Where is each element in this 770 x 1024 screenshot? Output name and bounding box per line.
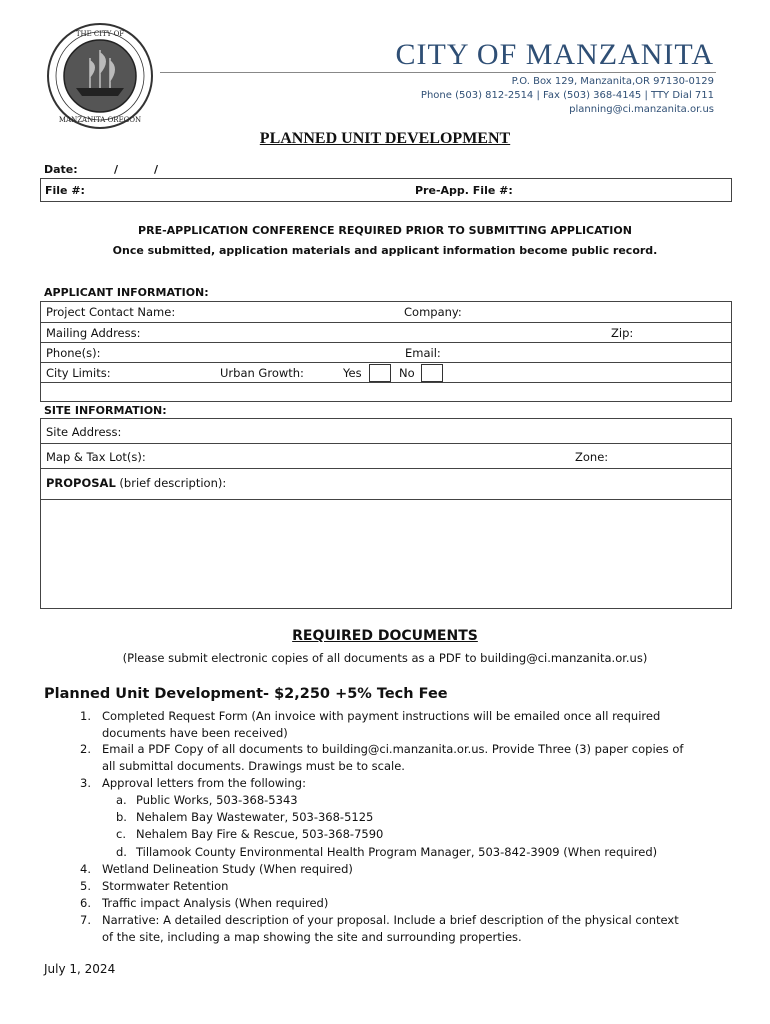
mailing-address-label: Mailing Address: <box>46 326 141 340</box>
date-separator-2: / <box>154 163 159 176</box>
list-item: Email a PDF Copy of all documents to building@ci.manzanita.or.us. Provide Three (3) paper copies of <box>102 742 684 756</box>
list-item-number: 5. <box>80 879 91 893</box>
required-docs-note: (Please submit electronic copies of all documents as a PDF to building@ci.manzanita.or.us) <box>122 651 648 665</box>
yes-checkbox[interactable] <box>369 364 391 382</box>
list-item-number: 2. <box>80 742 91 756</box>
file-number-box[interactable] <box>40 178 732 202</box>
preapp-notice: PRE-APPLICATION CONFERENCE REQUIRED PRIOR TO SUBMITTING APPLICATION <box>138 224 632 237</box>
list-item: Approval letters from the following: <box>102 776 306 790</box>
list-item: Traffic impact Analysis (When required) <box>102 896 329 910</box>
sub-list-item: Tillamook County Environmental Health Program Manager, 503-842-3909 (When required) <box>136 845 658 859</box>
city-limits-label: City Limits: <box>46 366 111 380</box>
sub-item-letter: a. <box>116 793 127 807</box>
sub-item-letter: b. <box>116 810 127 824</box>
zip-label: Zip: <box>611 326 634 340</box>
yes-label: Yes <box>343 366 362 380</box>
company-label: Company: <box>404 305 462 319</box>
city-name: CITY OF MANZANITA <box>395 38 714 71</box>
public-record-notice: Once submitted, application materials and applicant information become public record. <box>112 244 658 257</box>
city-email: planning@ci.manzanita.or.us <box>569 104 714 115</box>
city-seal-logo <box>46 22 154 130</box>
page-title: PLANNED UNIT DEVELOPMENT <box>259 130 511 147</box>
date-label: Date: <box>44 163 78 176</box>
list-item: Wetland Delineation Study (When required) <box>102 862 353 876</box>
file-number-label: File #: <box>45 184 85 197</box>
fee-heading: Planned Unit Development- $2,250 +5% Tech Fee <box>44 686 448 702</box>
urban-growth-label: Urban Growth: <box>220 366 304 380</box>
list-item: Completed Request Form (An invoice with payment instructions will be emailed once all required <box>102 709 661 723</box>
list-item-number: 3. <box>80 776 91 790</box>
contact-name-label: Project Contact Name: <box>46 305 176 319</box>
phones-label: Phone(s): <box>46 346 101 360</box>
site-row-proposal <box>41 469 731 500</box>
applicant-row-mailing[interactable] <box>41 323 731 343</box>
footer-date: July 1, 2024 <box>44 962 116 976</box>
map-tax-lot-label: Map & Tax Lot(s): <box>46 450 146 464</box>
site-info-heading: SITE INFORMATION: <box>44 404 167 417</box>
email-label: Email: <box>405 346 441 360</box>
svg-text:MANZANITA OREGON: MANZANITA OREGON <box>58 116 142 124</box>
city-phones: Phone (503) 812-2514 | Fax (503) 368-4145 | TTY Dial 711 <box>420 90 714 101</box>
sub-list-item: Nehalem Bay Wastewater, 503-368-5125 <box>136 810 374 824</box>
list-item-number: 6. <box>80 896 91 910</box>
applicant-info-table <box>40 301 732 402</box>
list-item: documents have been received) <box>102 726 288 740</box>
list-item-number: 1. <box>80 709 91 723</box>
site-address-label: Site Address: <box>46 425 122 439</box>
list-item-number: 7. <box>80 913 91 927</box>
list-item-number: 4. <box>80 862 91 876</box>
list-item: Narrative: A detailed description of your proposal. Include a brief description of the physical context <box>102 913 679 927</box>
city-address: P.O. Box 129, Manzanita,OR 97130-0129 <box>511 76 714 87</box>
applicant-info-heading: APPLICANT INFORMATION: <box>44 286 209 299</box>
header-divider <box>160 72 716 73</box>
sub-item-letter: d. <box>116 845 127 859</box>
required-docs-heading: REQUIRED DOCUMENTS <box>292 628 478 644</box>
site-info-table <box>40 418 732 609</box>
applicant-row-contact[interactable] <box>41 302 731 323</box>
list-item: all submittal documents. Drawings must be to scale. <box>102 759 405 773</box>
sub-item-letter: c. <box>116 827 126 841</box>
applicant-row-city <box>41 363 731 383</box>
zone-label: Zone: <box>575 450 609 464</box>
no-label: No <box>399 366 415 380</box>
proposal-description-area[interactable] <box>41 500 731 608</box>
list-item: Stormwater Retention <box>102 879 229 893</box>
sub-list-item: Nehalem Bay Fire & Rescue, 503-368-7590 <box>136 827 384 841</box>
sub-list-item: Public Works, 503-368-5343 <box>136 793 298 807</box>
list-item: of the site, including a map showing the site and surrounding properties. <box>102 930 522 944</box>
no-checkbox[interactable] <box>421 364 443 382</box>
preapp-file-label: Pre-App. File #: <box>415 184 513 197</box>
site-row-map[interactable] <box>41 444 731 469</box>
site-row-address[interactable] <box>41 419 731 444</box>
proposal-label: PROPOSAL (brief description): <box>46 476 227 490</box>
applicant-row-phone[interactable] <box>41 343 731 363</box>
date-separator-1: / <box>114 163 119 176</box>
svg-text:THE CITY OF: THE CITY OF <box>75 30 125 38</box>
